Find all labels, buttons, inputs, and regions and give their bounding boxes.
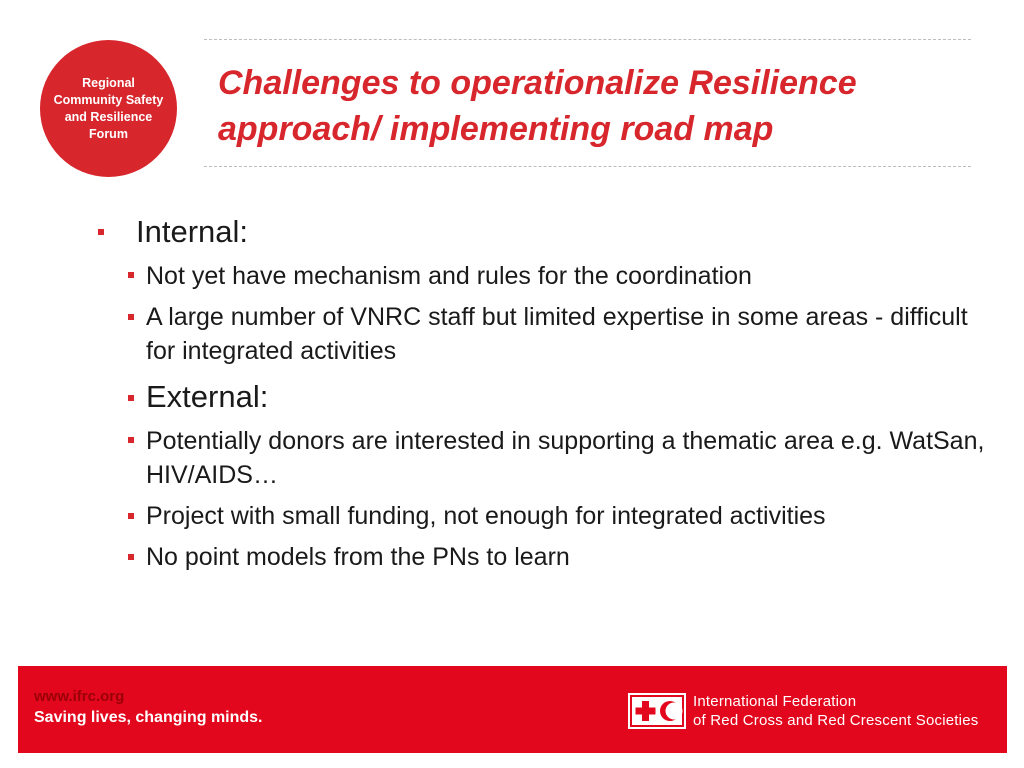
- internal-heading: Internal:: [136, 214, 249, 249]
- footer-org-line-2: of Red Cross and Red Crescent Societies: [693, 712, 979, 729]
- bullet-marker: [128, 437, 134, 443]
- title-divider-bottom: [204, 166, 971, 167]
- external-item: No point models from the PNs to learn: [146, 543, 570, 571]
- bullet-marker: [98, 229, 104, 235]
- bullet-marker: [128, 314, 134, 320]
- footer-slogan: Saving lives, changing minds.: [34, 709, 263, 726]
- red-cross-crescent-icon: [628, 693, 686, 729]
- bullet-marker: [128, 513, 134, 519]
- forum-logo: [40, 40, 177, 177]
- footer-url[interactable]: www.ifrc.org: [34, 688, 125, 705]
- emblem-svg: [629, 694, 685, 728]
- internal-item: Not yet have mechanism and rules for the coordination: [146, 262, 752, 290]
- logo-line: and Resilience: [64, 109, 153, 124]
- title-divider-top: [204, 39, 971, 40]
- footer-org-line-1: International Federation: [693, 693, 857, 710]
- internal-item: A large number of VNRC staff but limited expertise in some areas - difficult for integrated activities: [146, 303, 968, 365]
- logo-line: Regional: [82, 75, 135, 90]
- external-heading: External:: [146, 379, 269, 414]
- external-item: Potentially donors are interested in supporting a thematic area e.g. WatSan, HIV/AIDS…: [146, 427, 985, 489]
- external-item: Project with small funding, not enough for integrated activities: [146, 502, 826, 530]
- bullet-marker: [128, 554, 134, 560]
- logo-line: Community Safety: [53, 92, 164, 107]
- slide-title: [218, 60, 978, 152]
- bullet-marker: [128, 272, 134, 278]
- footer-bar: [18, 666, 1007, 753]
- title-line-2: approach/ implementing road map: [218, 110, 774, 148]
- bullet-marker: [128, 395, 134, 401]
- title-line-1: Challenges to operationalize Resilience: [218, 64, 857, 102]
- logo-line: Forum: [89, 126, 128, 141]
